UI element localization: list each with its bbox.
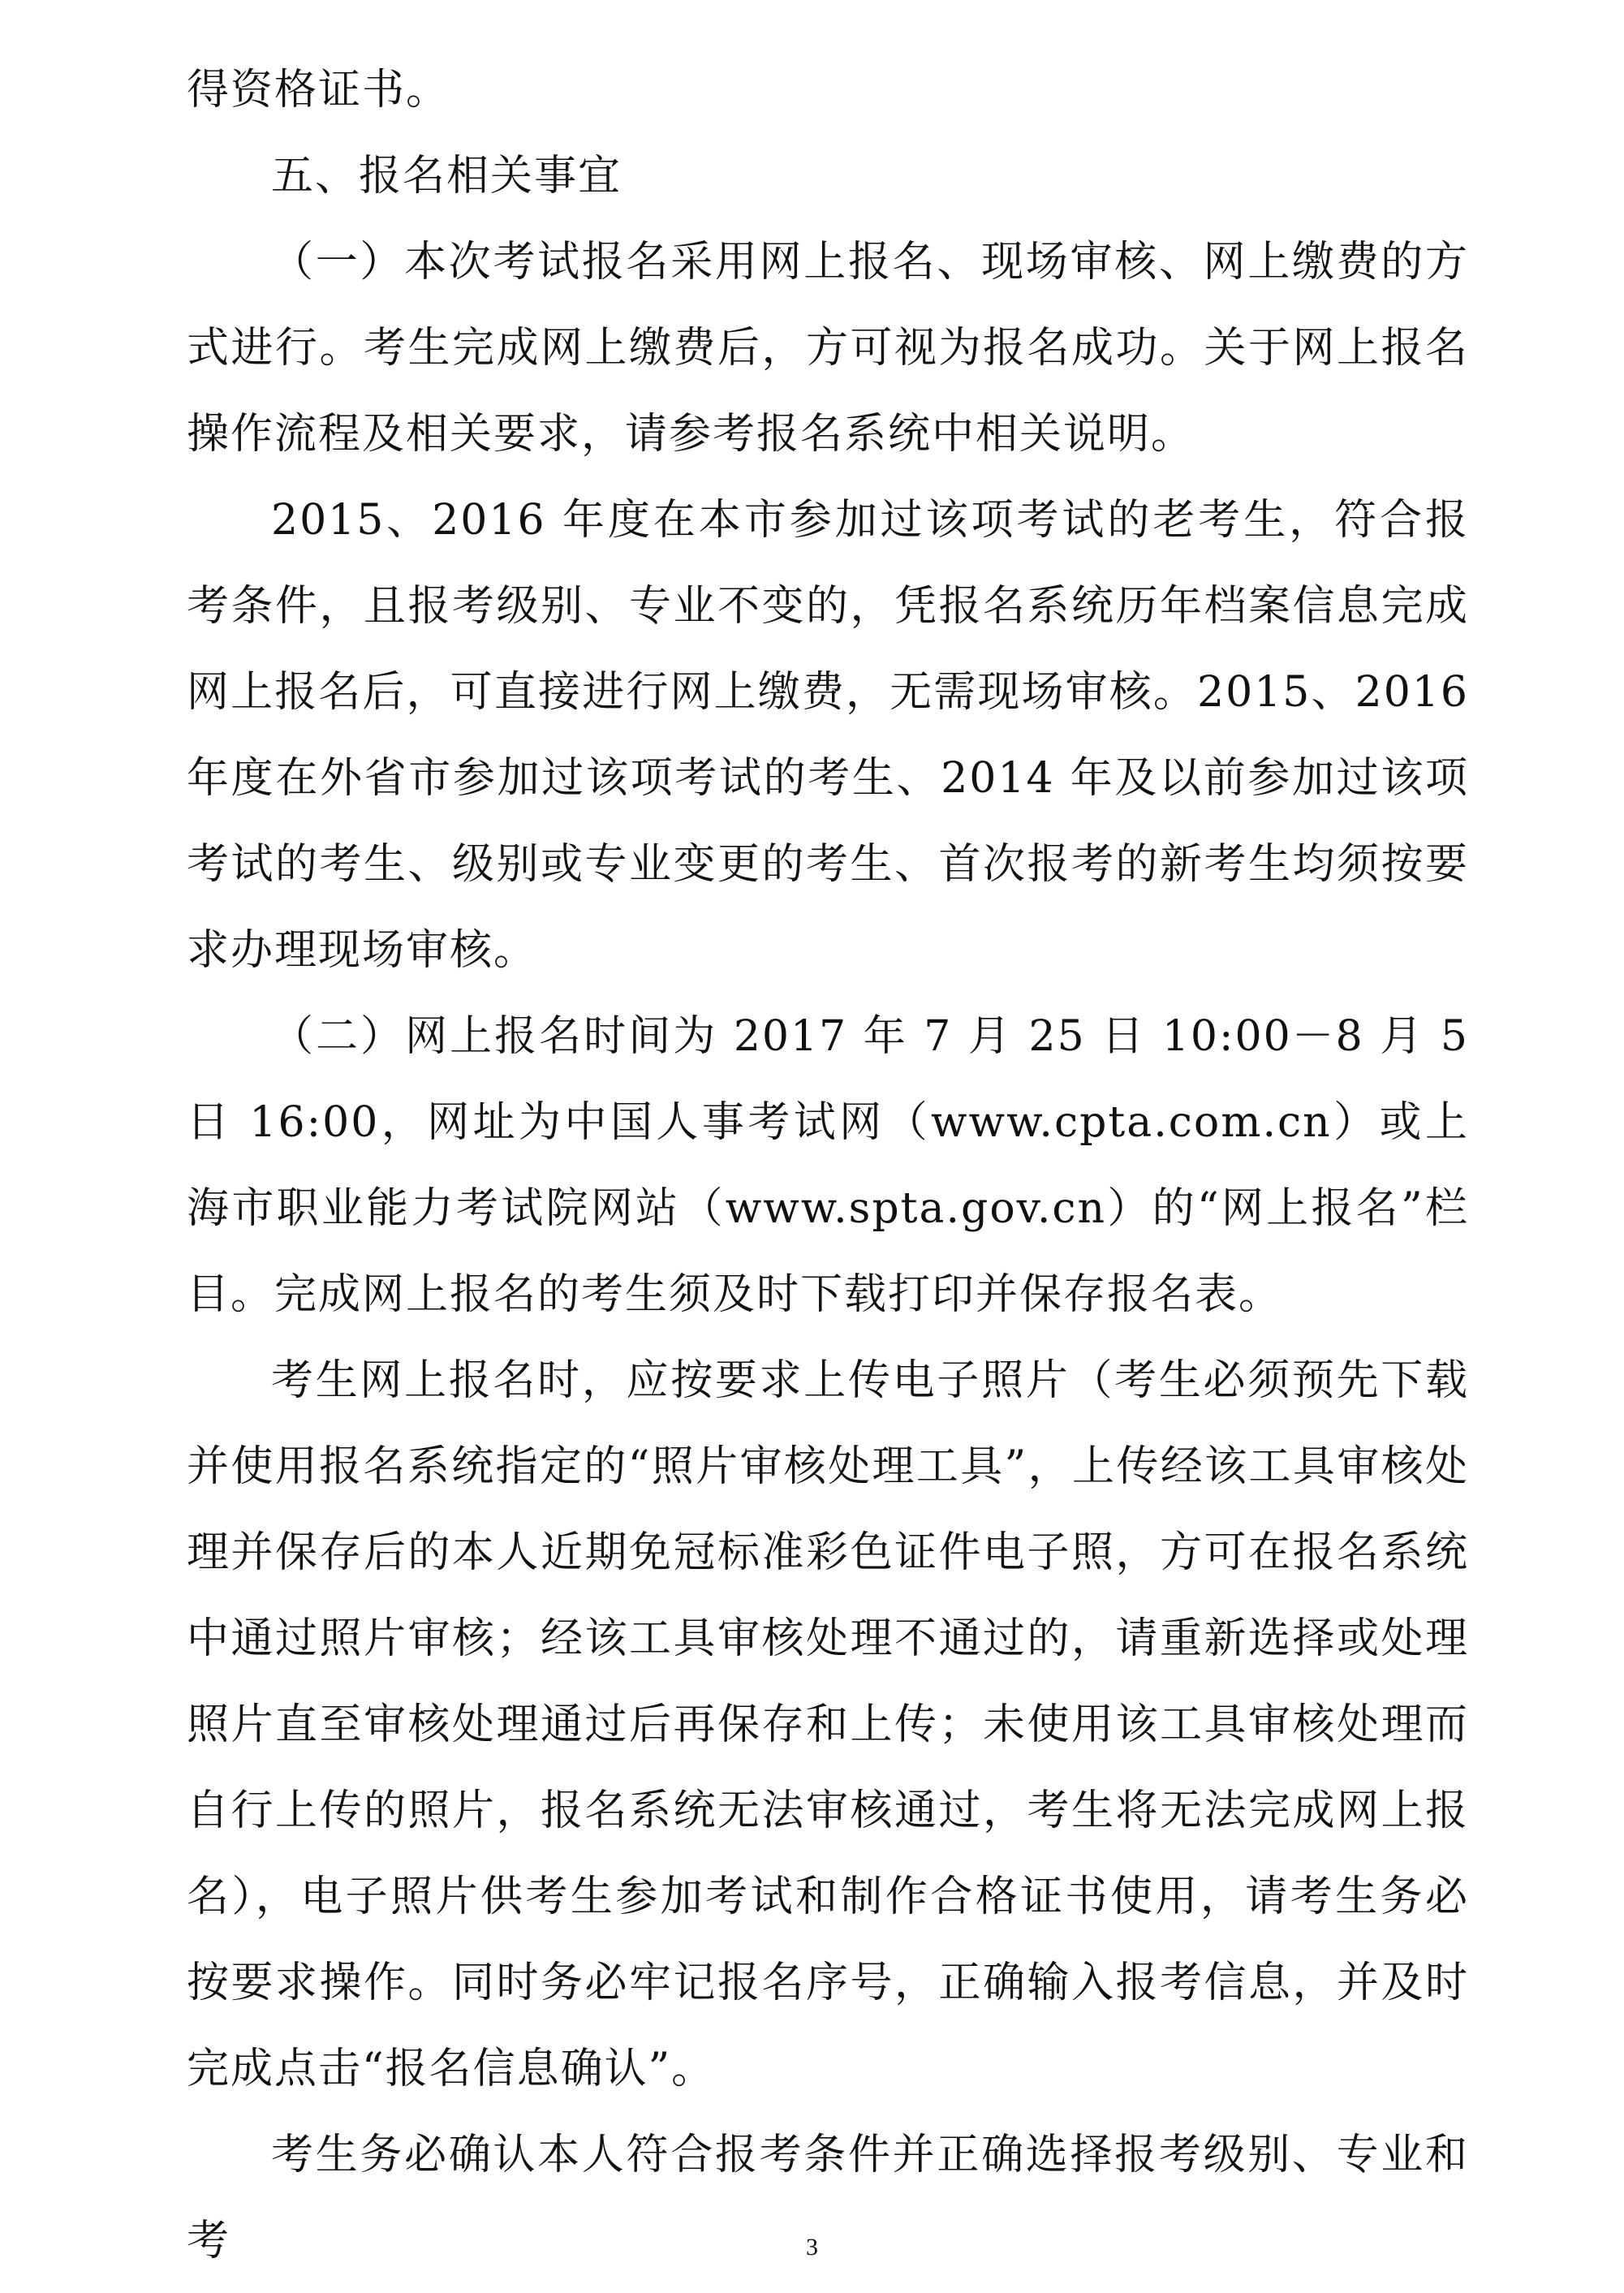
page-number: 3: [806, 2234, 818, 2261]
section-heading: 五、报名相关事宜: [271, 152, 622, 200]
document-body: [187, 47, 1469, 2284]
paragraph-photo-upload: 考生网上报名时，应按要求上传电子照片（考生必须预先下载并使用报名系统指定的“照片审核处理工具”，上传经该工具审核处理并保存后的本人近期免冠标准彩色证件电子照，方可在报名系统中通过照片审核；经该工具审核处理不通过的，请重新选择或处理照片直至审核处理通过后再保存和上传；未使用该工具审核处理而自行上传的照片，报名系统无法审核通过，考生将无法完成网上报名），电子照片供考生参加考试和制作合格证书使用，请考生务必按要求操作。同时务必牢记报名序号，正确输入报考信息，并及时完成点击“报名信息确认”。: [187, 1356, 1469, 2093]
paragraph-registration-method: （一）本次考试报名采用网上报名、现场审核、网上缴费的方式进行。考生完成网上缴费后，方可视为报名成功。关于网上报名操作流程及相关要求，请参考报名系统中相关说明。: [187, 238, 1469, 459]
paragraph-returning-candidates: 2015、2016 年度在本市参加过该项考试的老考生，符合报考条件，且报考级别、专业不变的，凭报名系统历年档案信息完成网上报名后，可直接进行网上缴费，无需现场审核。2015、2016 年度在外省市参加过该项考试的考生、2014 年及以前参加过该项考试的考生、级别或专业变更的考生、首次报考的新考生均须按要求办理现场审核。: [187, 496, 1469, 975]
paragraph-registration-time: （二）网上报名时间为 2017 年 7 月 25 日 10:00－8 月 5 日 16:00，网址为中国人事考试网（www.cpta.com.cn）或上海市职业能力考试院网站（www.spta.gov.cn）的“网上报名”栏目。完成网上报名的考生须及时下载打印并保存报名表。: [187, 1012, 1469, 1319]
paragraph-confirmation: 考生务必确认本人符合报考条件并正确选择报考级别、专业和考: [187, 2131, 1469, 2265]
paragraph-continuation: 得资格证书。: [187, 66, 450, 114]
